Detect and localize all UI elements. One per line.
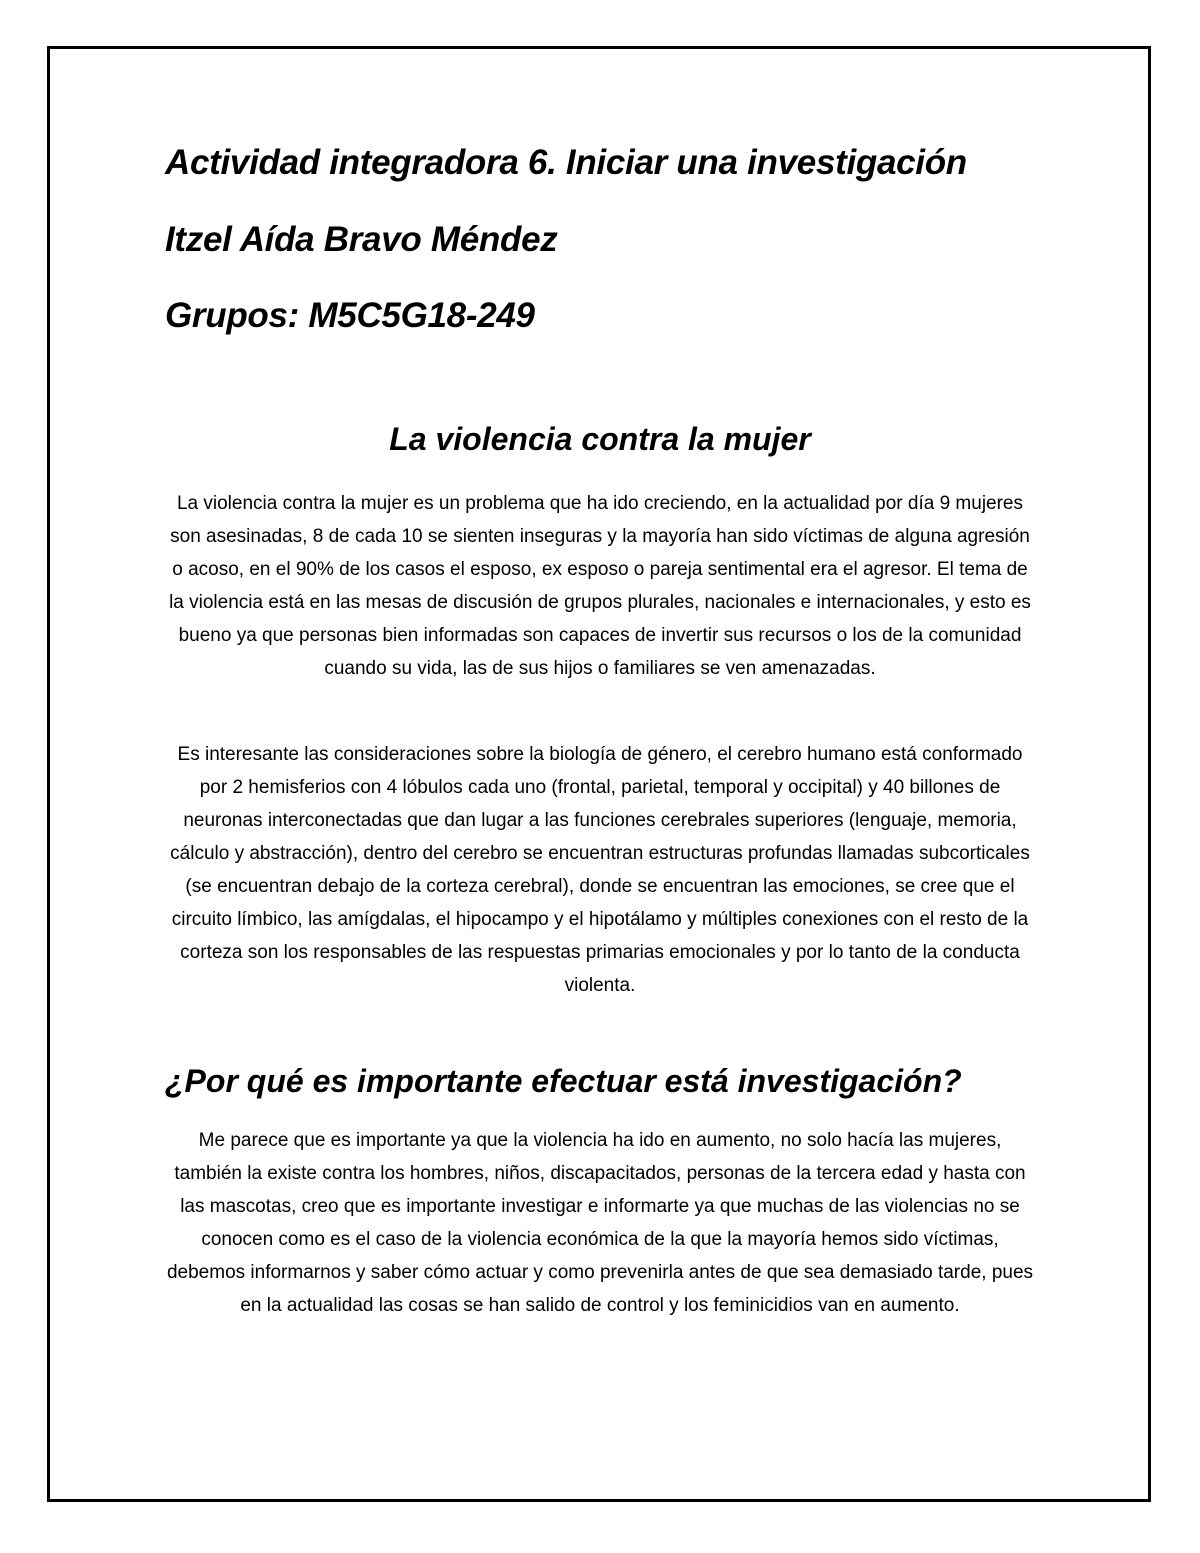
body-paragraph: Me parece que es importante ya que la violencia ha ido en aumento, no solo hacía las mujeres, también la existe contra los hombres, niños, discapacitados, personas de la tercera edad y hasta con las mascotas, creo que es importante investigar e informarte ya que muchas de las violencias no se conocen como es el caso de la violencia económica de la que la mayoría hemos sido víctimas, debemos informarnos y saber cómo actuar y como prevenirla antes de que sea demasiado tarde, pues en la actualidad las cosas se han salido de control y los feminicidios van en aumento. [166,1130,1034,1316]
document-title: Actividad integradora 6. Iniciar una investigación [165,143,967,182]
body-paragraph: Es interesante las consideraciones sobre la biología de género, el cerebro humano está conformado por 2 hemisferios con 4 lóbulos cada uno (frontal, parietal, temporal y occipital) y 40 billones de neuronas interconectadas que dan lugar a las funciones cerebrales superiores (lenguaje, memoria, cálculo y abstracción), dentro del cerebro se encuentran estructuras profundas llamadas subcorticales (se encuentran debajo de la corteza cerebral), donde se encuentran las emociones, se cree que el circuito límbico, las amígdalas, el hipocampo y el hipotálamo y múltiples conexiones con el resto de la corteza son los responsables de las respuestas primarias emocionales y por lo tanto de la conducta violenta. [170,744,1030,996]
author-name: Itzel Aída Bravo Méndez [165,220,558,259]
section-heading-importance: ¿Por qué es importante efectuar está investigación? [165,1063,962,1099]
group-code: Grupos: M5C5G18-249 [165,296,535,335]
body-paragraph: La violencia contra la mujer es un problema que ha ido creciendo, en la actualidad por día 9 mujeres son asesinadas, 8 de cada 10 se sienten inseguras y la mayoría han sido víctimas de alguna agresión o acoso, en el 90% de los casos el esposo, ex esposo o pareja sentimental era el agresor. El tema de la violencia está en las mesas de discusión de grupos plurales, nacionales e internacionales, y esto es bueno ya que personas bien informadas son capaces de invertir sus recursos o los de la comunidad cuando su vida, las de sus hijos o familiares se ven amenazadas. [169,493,1031,679]
section-heading-violence: La violencia contra la mujer [389,421,811,457]
